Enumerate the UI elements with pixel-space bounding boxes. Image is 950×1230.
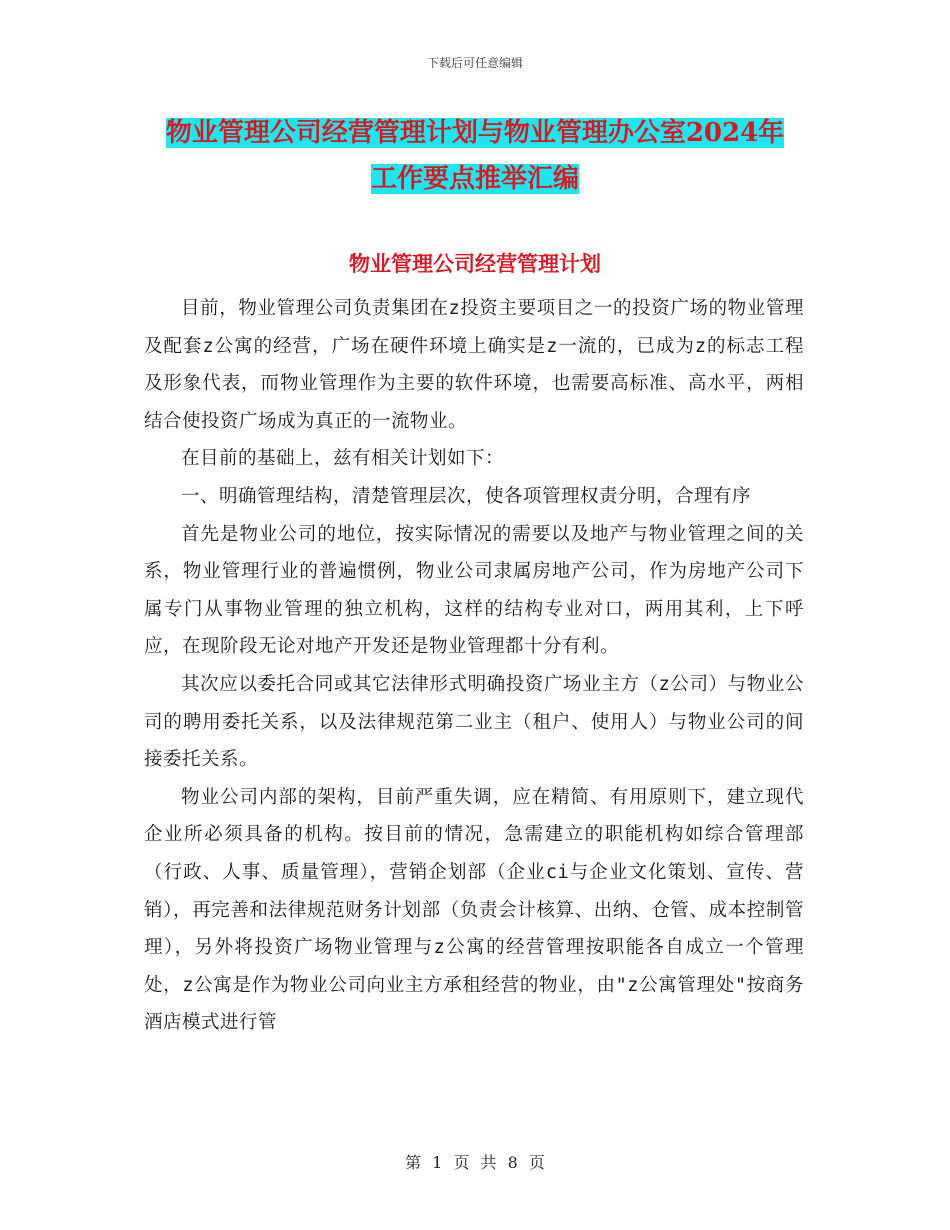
body-text — [144, 290, 804, 1042]
paragraph: 在目前的基础上，兹有相关计划如下： — [181, 448, 505, 470]
document-title — [100, 110, 850, 202]
paragraph: 目前，物业管理公司负责集团在z投资主要项目之一的投资广场的物业管理及配套z公寓的经营，广场在硬件环境上确实是z一流的，已成为z的标志工程及形象代表，而物业管理作为主要的软件环境，也需要高标准、高水平，两相结合使投资广场成为真正的一流物业。 — [144, 298, 804, 432]
paragraph: 物业公司内部的架构，目前严重失调，应在精简、有用原则下，建立现代企业所必须具备的机构。按目前的情况，急需建立的职能机构如综合管理部（行政、人事、质量管理），营销企划部（企业ci与企业文化策划、宣传、营销），再完善和法律规范财务计划部（负责会计核算、出纳、仓管、成本控制管理），另外将投资广场物业管理与z公寓的经营管理按职能各自成立一个管理处，z公寓是作为物业公司向业主方承租经营的物业，由"z公寓管理处"按商务酒店模式进行管 — [144, 786, 804, 1034]
page-footer: 第 1 页 共 8 页 — [405, 1153, 545, 1172]
title-line-2: 工作要点推举汇编 — [370, 164, 579, 194]
section-title: 物业管理公司经营管理计划 — [349, 251, 601, 276]
paragraph: 其次应以委托合同或其它法律形式明确投资广场业主方（z公司）与物业公司的聘用委托关系，以及法律规范第二业主（租户、使用人）与物业公司的间接委托关系。 — [144, 673, 804, 771]
paragraph: 首先是物业公司的地位，按实际情况的需要以及地产与物业管理之间的关系，物业管理行业的普遍惯例，物业公司隶属房地产公司，作为房地产公司下属专门从事物业管理的独立机构，这样的结构专业对口，两用其利，上下呼应，在现阶段无论对地产开发还是物业管理都十分有利。 — [144, 523, 804, 658]
paragraph: 一、明确管理结构，清楚管理层次，使各项管理权责分明，合理有序 — [181, 485, 752, 507]
title-line-1: 物业管理公司经营管理计划与物业管理办公室2024年 — [165, 118, 785, 148]
header-note: 下载后可任意编辑 — [426, 56, 523, 70]
